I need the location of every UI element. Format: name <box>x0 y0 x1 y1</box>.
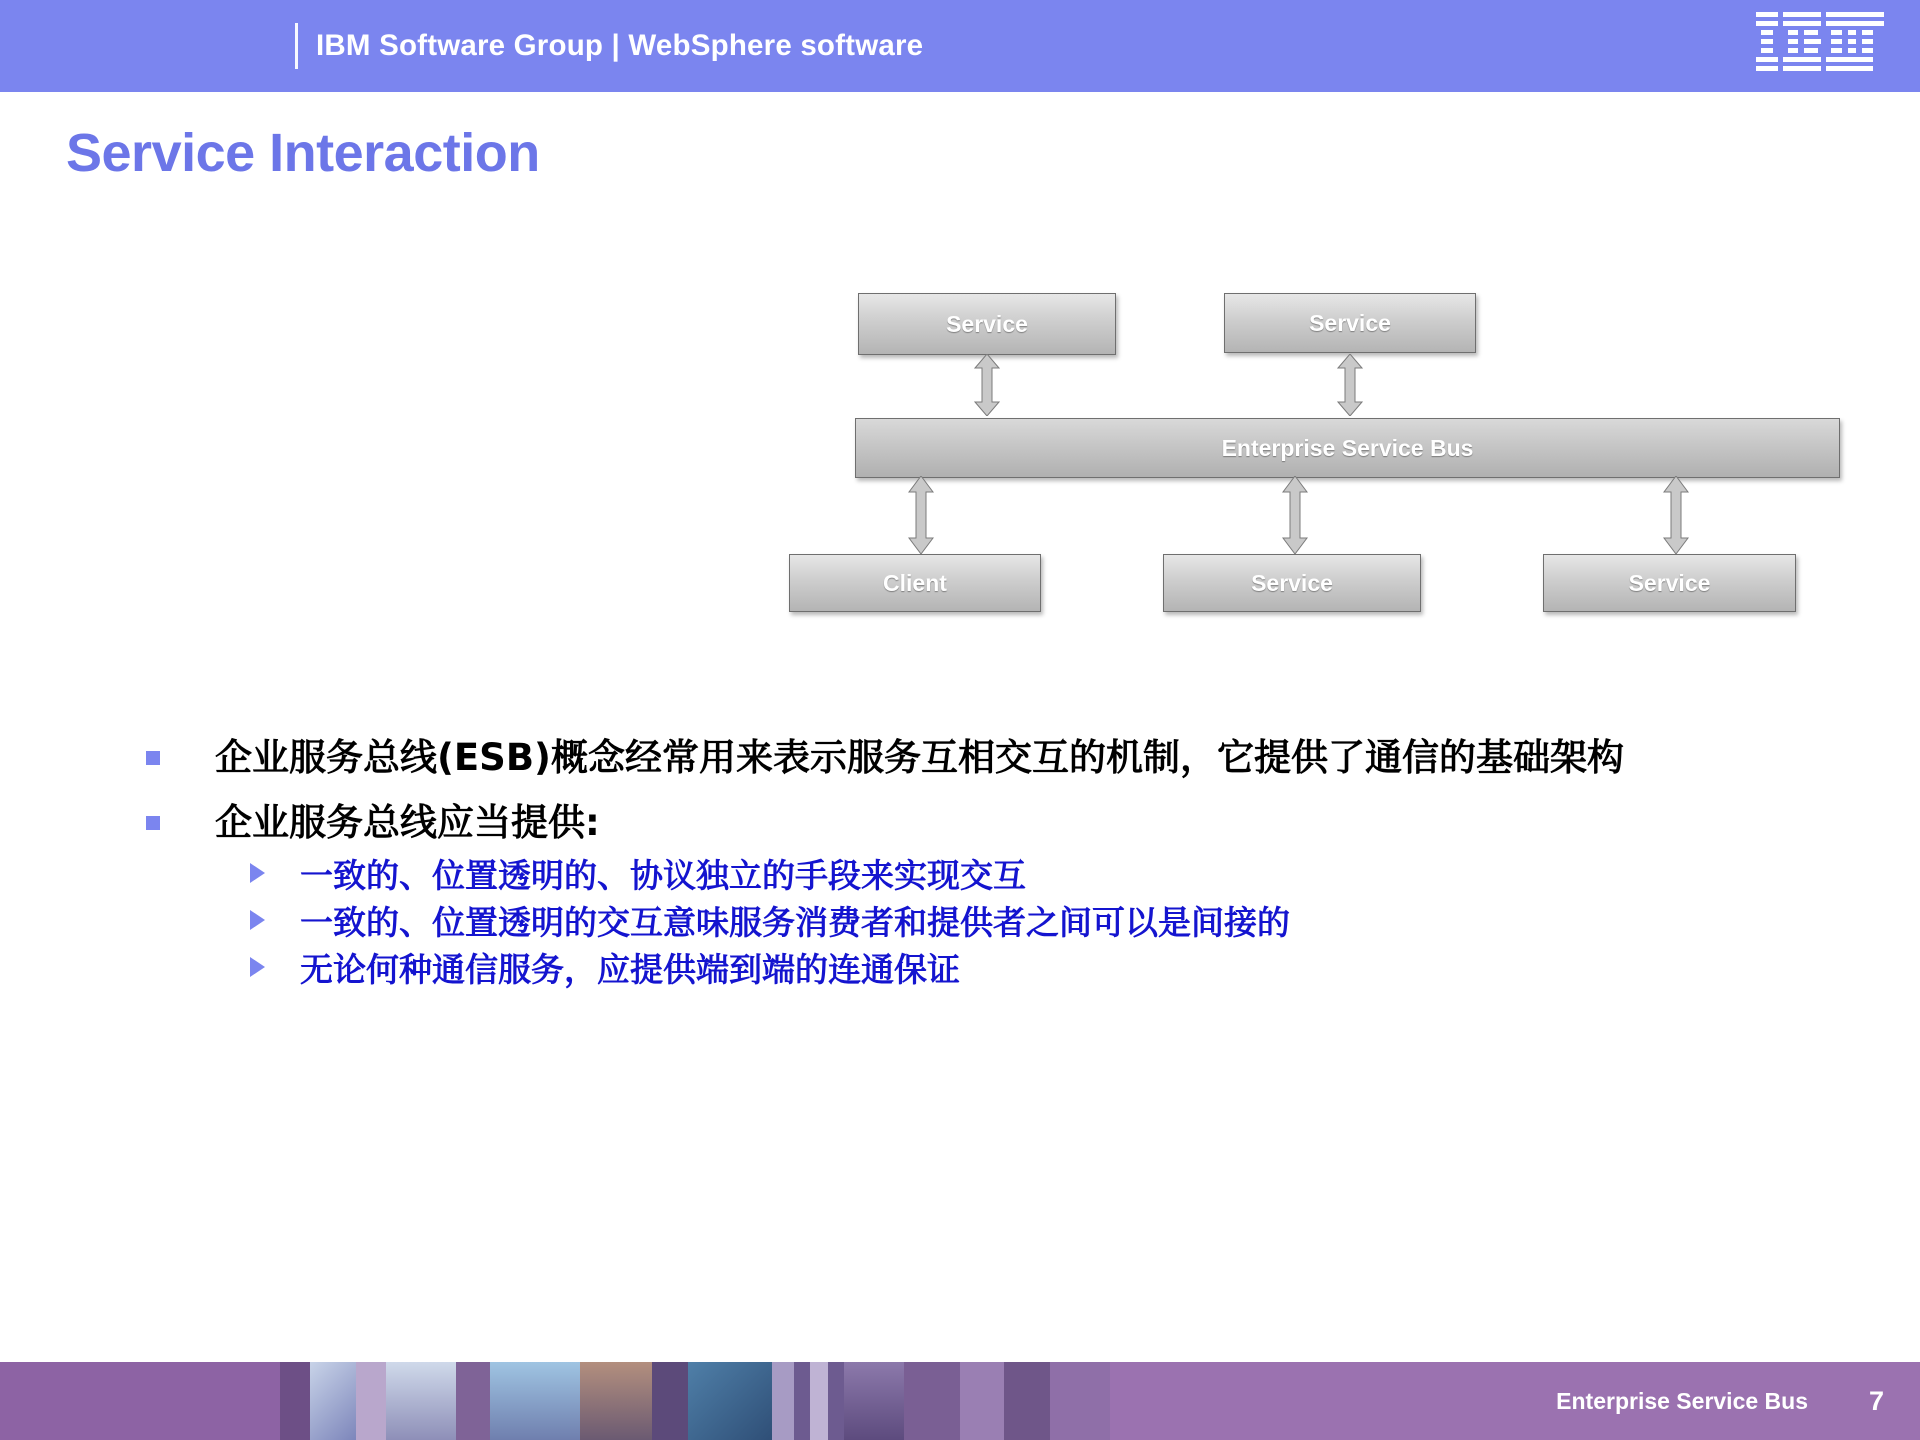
footer-label: Enterprise Service Bus <box>1556 1387 1808 1414</box>
bullet-level2 <box>0 947 1920 994</box>
footer-left-band <box>0 1362 280 1440</box>
bullet-level1 <box>0 735 1920 782</box>
bullet-text: 一致的、位置透明的、协议独立的手段来实现交互 <box>300 855 1026 895</box>
bullet-text: 一致的、位置透明的交互意味服务消费者和提供者之间可以是间接的 <box>300 902 1290 942</box>
node-label: Service <box>1251 569 1333 596</box>
bullet-level1 <box>0 800 1920 847</box>
diagram-node-service-bottom-1 <box>1163 554 1421 612</box>
bullet-square-marker <box>146 751 160 765</box>
node-label: Enterprise Service Bus <box>1221 434 1474 461</box>
diagram-node-client <box>789 554 1041 612</box>
diagram-node-service-bottom-2 <box>1543 554 1796 612</box>
ibm-logo <box>1756 8 1884 72</box>
slide-header <box>0 0 1920 92</box>
diagram-node-service-top-2 <box>1224 293 1476 353</box>
header-divider <box>295 23 298 69</box>
bullet-text: 企业服务总线应当提供: <box>215 800 600 844</box>
bullet-text: 企业服务总线(ESB)概念经常用来表示服务互相交互的机制，它提供了通信的基础架构 <box>215 736 1624 779</box>
arrow-double-vertical <box>1282 476 1308 554</box>
arrow-double-vertical <box>1663 476 1689 554</box>
slide-body <box>0 735 1920 994</box>
node-label: Service <box>946 310 1028 337</box>
page-title: Service Interaction <box>66 123 540 183</box>
node-label: Client <box>883 569 947 596</box>
bullet-level2 <box>0 853 1920 900</box>
arrow-double-vertical <box>1337 354 1363 416</box>
arrow-double-vertical <box>908 476 934 554</box>
diagram-node-service-top-1 <box>858 293 1116 355</box>
footer-image-strip <box>280 1362 1110 1440</box>
slide-footer <box>0 1362 1920 1440</box>
bullet-level2 <box>0 900 1920 947</box>
esb-diagram <box>0 286 1920 656</box>
bullet-square-marker <box>146 816 160 830</box>
bullet-triangle-marker <box>250 910 265 930</box>
node-label: Service <box>1628 569 1711 596</box>
node-label: Service <box>1309 309 1391 336</box>
bullet-triangle-marker <box>250 957 265 977</box>
bullet-text: 无论何种通信服务，应提供端到端的连通保证 <box>300 949 960 989</box>
arrow-double-vertical <box>974 354 1000 416</box>
page-number: 7 <box>1868 1385 1884 1416</box>
header-title: IBM Software Group | WebSphere software <box>316 29 924 62</box>
bullet-triangle-marker <box>250 863 265 883</box>
diagram-node-enterprise-service-bus <box>855 418 1840 478</box>
